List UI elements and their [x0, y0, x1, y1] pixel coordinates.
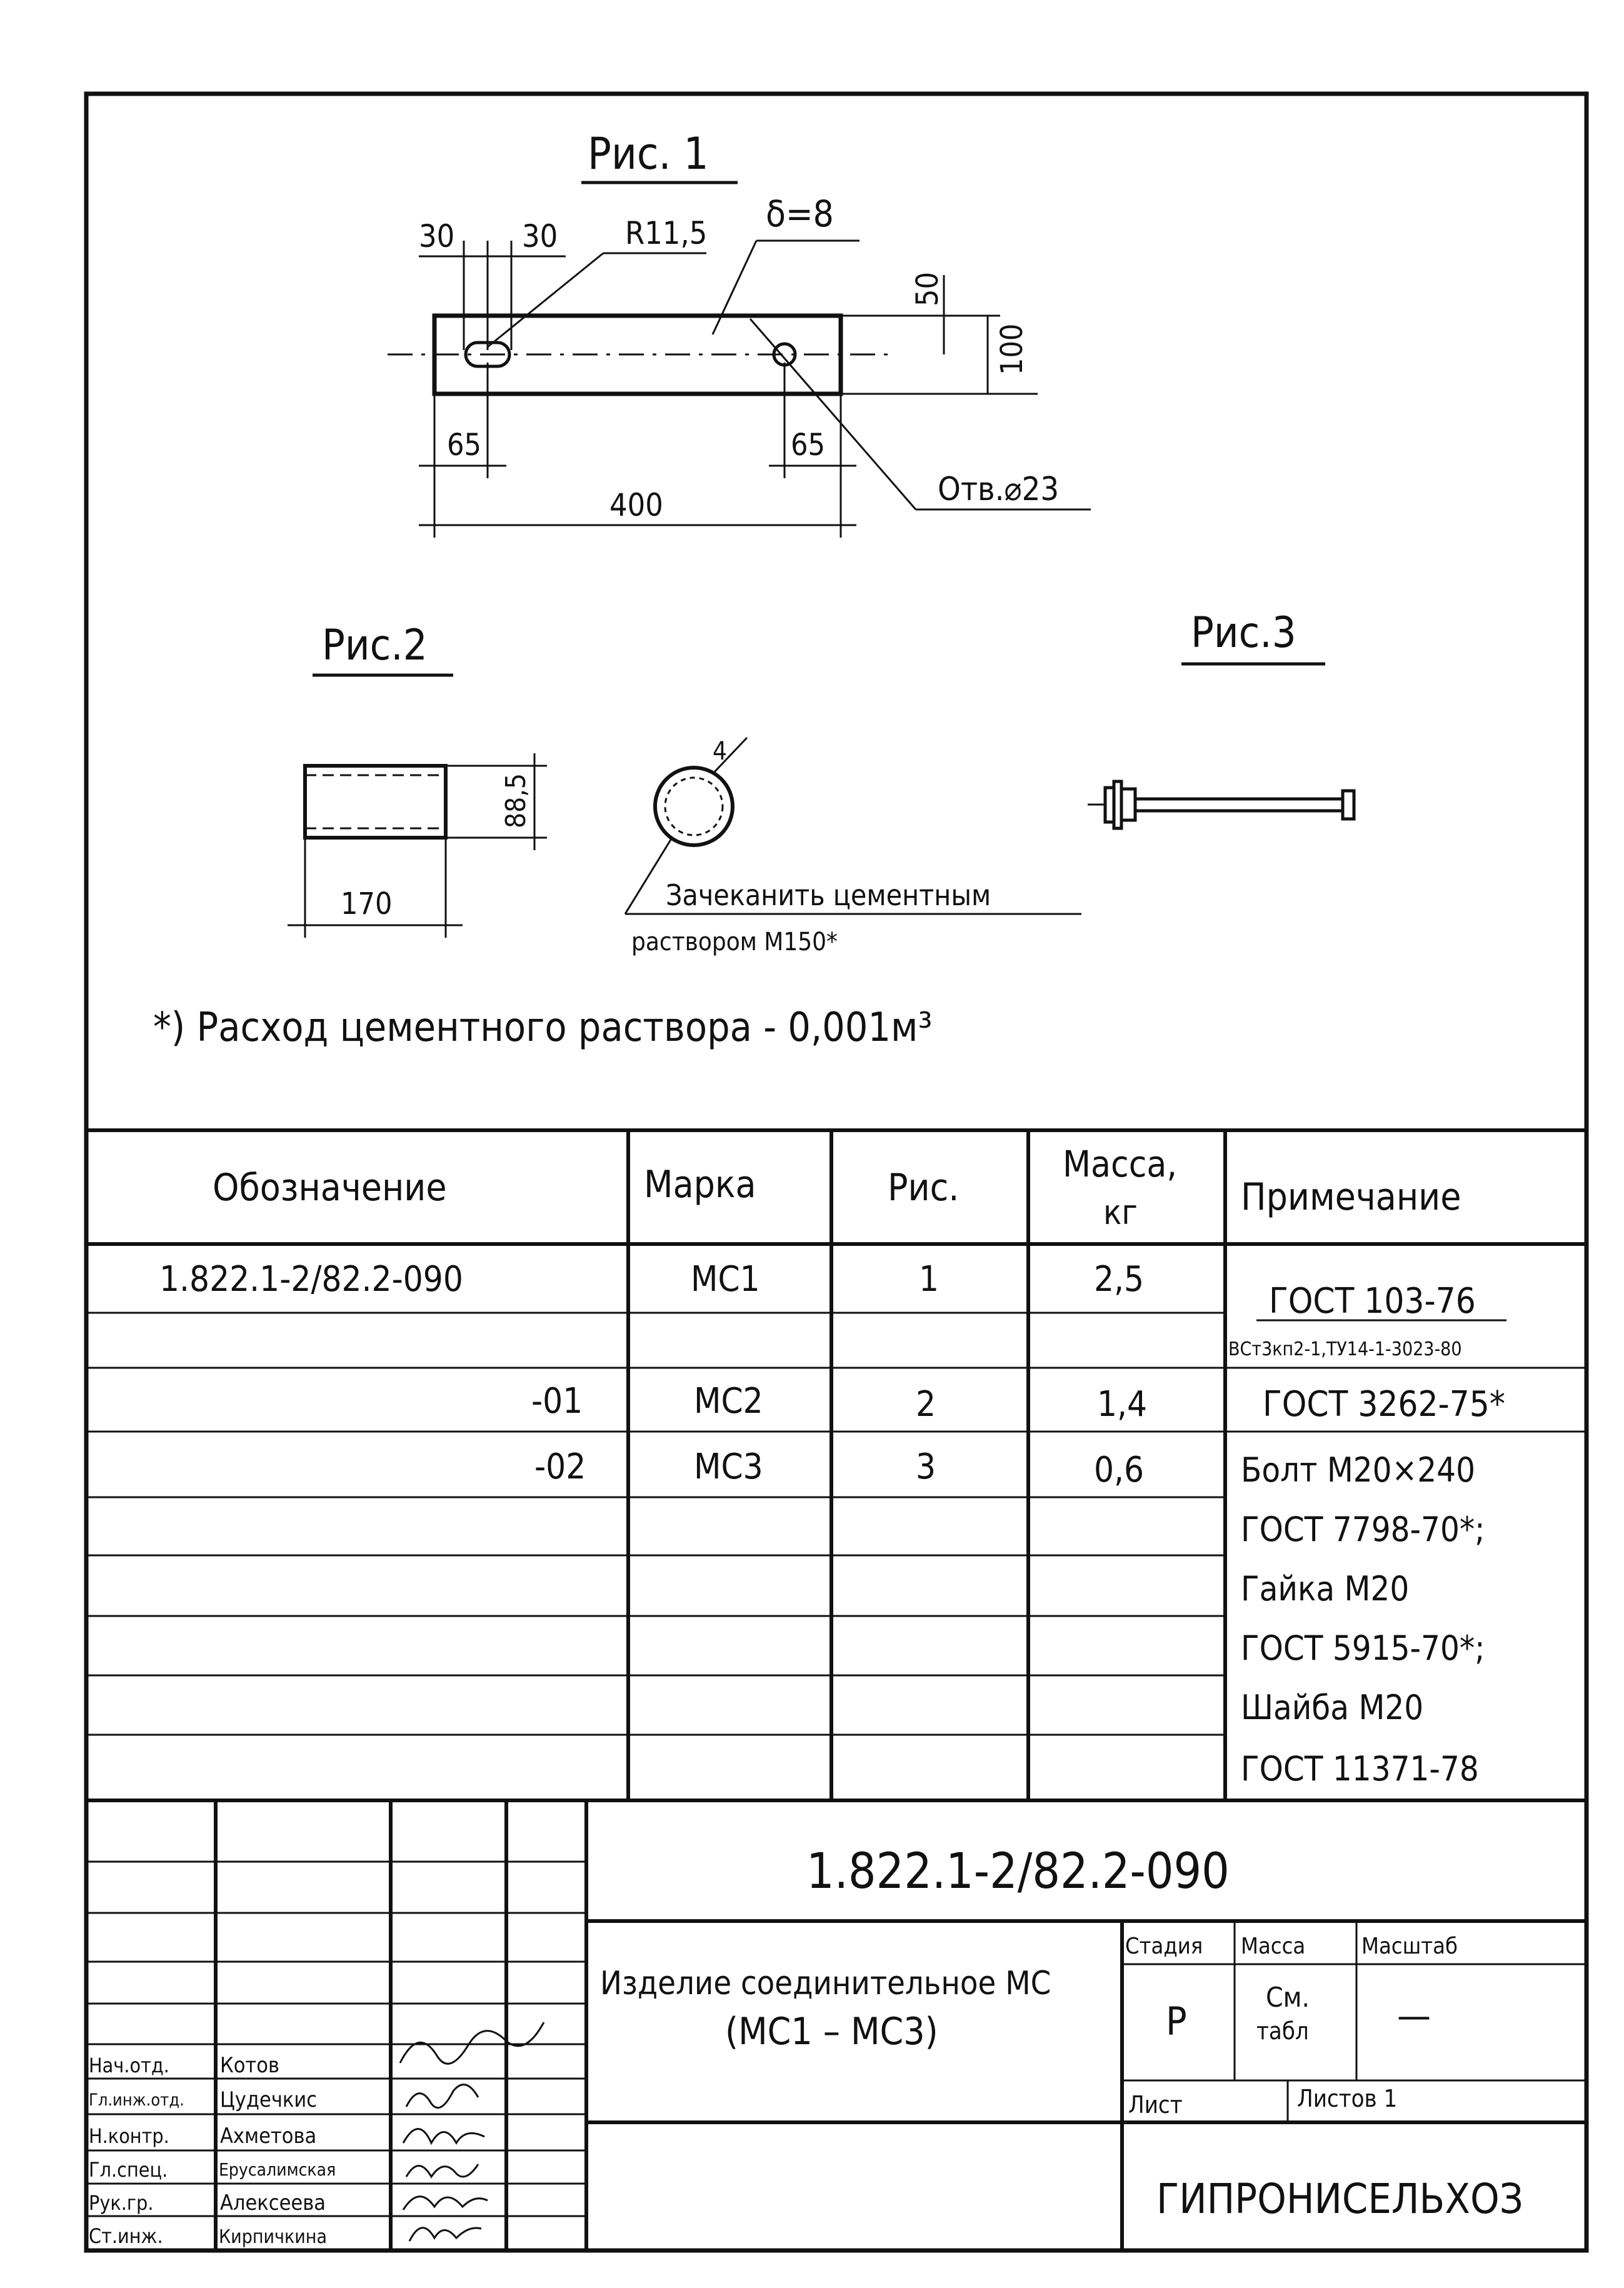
table-row [1241, 1688, 1423, 1727]
col-header-mark: Марка [644, 1163, 756, 1207]
signature-row [89, 2158, 478, 2182]
dim-88-5: 88,5 [500, 773, 532, 828]
table-row [1241, 1749, 1479, 1789]
row-mark: МС1 [691, 1259, 760, 1300]
signature-mark [403, 2197, 488, 2210]
row-note: Гайка М20 [1241, 1569, 1410, 1608]
dim-65-right: 65 [791, 428, 825, 463]
signature-name: Ахметова [220, 2124, 317, 2149]
signature-role: Гл.инж.отд. [89, 2090, 184, 2110]
stage-value: Р [1166, 1999, 1187, 2044]
signature-name: Цудечкис [220, 2087, 318, 2112]
row-mark: МС2 [694, 1381, 763, 1422]
signature-name: Кирпичкина [219, 2226, 327, 2248]
row-note: ГОСТ 3262-75* [1263, 1384, 1505, 1425]
table-row [531, 1381, 1505, 1425]
row-note: ГОСТ 5915-70*; [1241, 1628, 1485, 1668]
figure-2 [288, 621, 1081, 956]
mass-value-line2: табл [1256, 2017, 1309, 2045]
signature-role: Рук.гр. [89, 2191, 154, 2215]
dim-30-right: 30 [522, 218, 558, 254]
signature-row [89, 2224, 481, 2248]
specification-table [86, 1130, 1586, 1800]
sheets-label: Листов 1 [1297, 2085, 1398, 2112]
scale-value: — [1397, 1994, 1431, 2038]
dim-wall-4: 4 [713, 737, 727, 766]
row-designation: 1.822.1-2/82.2-090 [159, 1259, 463, 1300]
figure-3 [1088, 608, 1354, 828]
sheet-label: Лист [1128, 2091, 1183, 2119]
col-header-fig: Рис. [888, 1166, 960, 1210]
signature-row [89, 2022, 544, 2078]
row-mark: МС3 [694, 1447, 763, 1487]
signature-name: Котов [220, 2053, 279, 2078]
row-designation: -02 [534, 1447, 586, 1487]
col-header-mass-1: Масса, [1063, 1143, 1177, 1185]
scale-label: Масштаб [1361, 1934, 1458, 1959]
row-note: Шайба М20 [1241, 1688, 1424, 1727]
row-designation: -01 [531, 1381, 583, 1422]
product-name-line1: Изделие соединительное МС [600, 1965, 1051, 2002]
bolt-drawing [1088, 781, 1354, 828]
row-mass: 0,6 [1094, 1450, 1145, 1490]
row-fig: 3 [916, 1447, 936, 1487]
figure-1 [388, 128, 1091, 538]
dim-170: 170 [341, 886, 393, 921]
table-row [1241, 1569, 1409, 1608]
signature-mark [406, 2164, 478, 2177]
signature-row [89, 2190, 488, 2215]
mass-label: Масса [1241, 1934, 1306, 1959]
fig2-note-line2: раствором М150* [631, 928, 838, 956]
row-mass: 1,4 [1097, 1384, 1148, 1425]
fig2-note-line1: Зачеканить цементным [666, 878, 991, 912]
row-mass: 2,5 [1094, 1259, 1145, 1300]
dim-65-left: 65 [447, 428, 481, 463]
col-header-designation: Обозначение [213, 1166, 447, 1210]
figure-2-title: Рис.2 [322, 621, 428, 670]
signature-row [89, 2085, 478, 2112]
footnote: *) Расход цементного раствора - 0,001м³ [153, 1005, 933, 1051]
stage-label: Стадия [1125, 1934, 1203, 1959]
col-header-mass-2: кг [1103, 1193, 1138, 1232]
signature-mark [409, 2228, 481, 2241]
dim-50: 50 [910, 272, 945, 306]
product-name-line2: (МС1 – МС3) [725, 2010, 938, 2054]
table-row [1241, 1628, 1485, 1668]
pipe-side-view [305, 766, 446, 838]
signature-role: Н.контр. [89, 2124, 169, 2148]
table-row [534, 1447, 1475, 1490]
pipe-section [655, 768, 733, 845]
dim-thickness: δ=8 [766, 193, 834, 235]
document-code: 1.822.1-2/82.2-090 [806, 1844, 1230, 1900]
row-note: ГОСТ 7798-70*; [1241, 1510, 1485, 1549]
dim-100: 100 [995, 323, 1030, 375]
figure-1-title: Рис. 1 [588, 128, 709, 179]
signature-mark [406, 2085, 478, 2108]
signature-row [89, 2124, 484, 2149]
signature-name: Алексеева [220, 2190, 326, 2215]
row-fig: 1 [919, 1259, 940, 1300]
figure-3-title: Рис.3 [1191, 608, 1296, 658]
signature-name: Ерусалимская [219, 2159, 336, 2180]
dim-30-left: 30 [419, 218, 455, 254]
signature-role: Гл.спец. [89, 2158, 168, 2182]
dim-radius: R11,5 [625, 215, 708, 251]
dim-hole: Отв.⌀23 [938, 471, 1060, 508]
signature-mark [400, 2022, 544, 2064]
row-fig: 2 [916, 1384, 936, 1425]
row-note: Болт М20×240 [1241, 1450, 1475, 1490]
title-block [86, 1800, 1586, 2250]
row-note: ГОСТ 11371-78 [1241, 1749, 1479, 1789]
signature-mark [403, 2129, 484, 2144]
signature-role: Ст.инж. [89, 2224, 163, 2248]
table-row [1228, 1338, 1462, 1360]
organization-name: ГИПРОНИСЕЛЬХОЗ [1156, 2175, 1523, 2223]
table-row [1241, 1510, 1485, 1549]
col-header-note: Примечание [1241, 1175, 1461, 1219]
dim-400: 400 [609, 487, 663, 523]
row-note: ГОСТ 103-76 [1269, 1281, 1476, 1322]
signature-role: Нач.отд. [89, 2054, 169, 2077]
row-note: ВСт3кп2-1,ТУ14-1-3023-80 [1228, 1338, 1462, 1360]
mass-value-line1: См. [1266, 1982, 1310, 2014]
